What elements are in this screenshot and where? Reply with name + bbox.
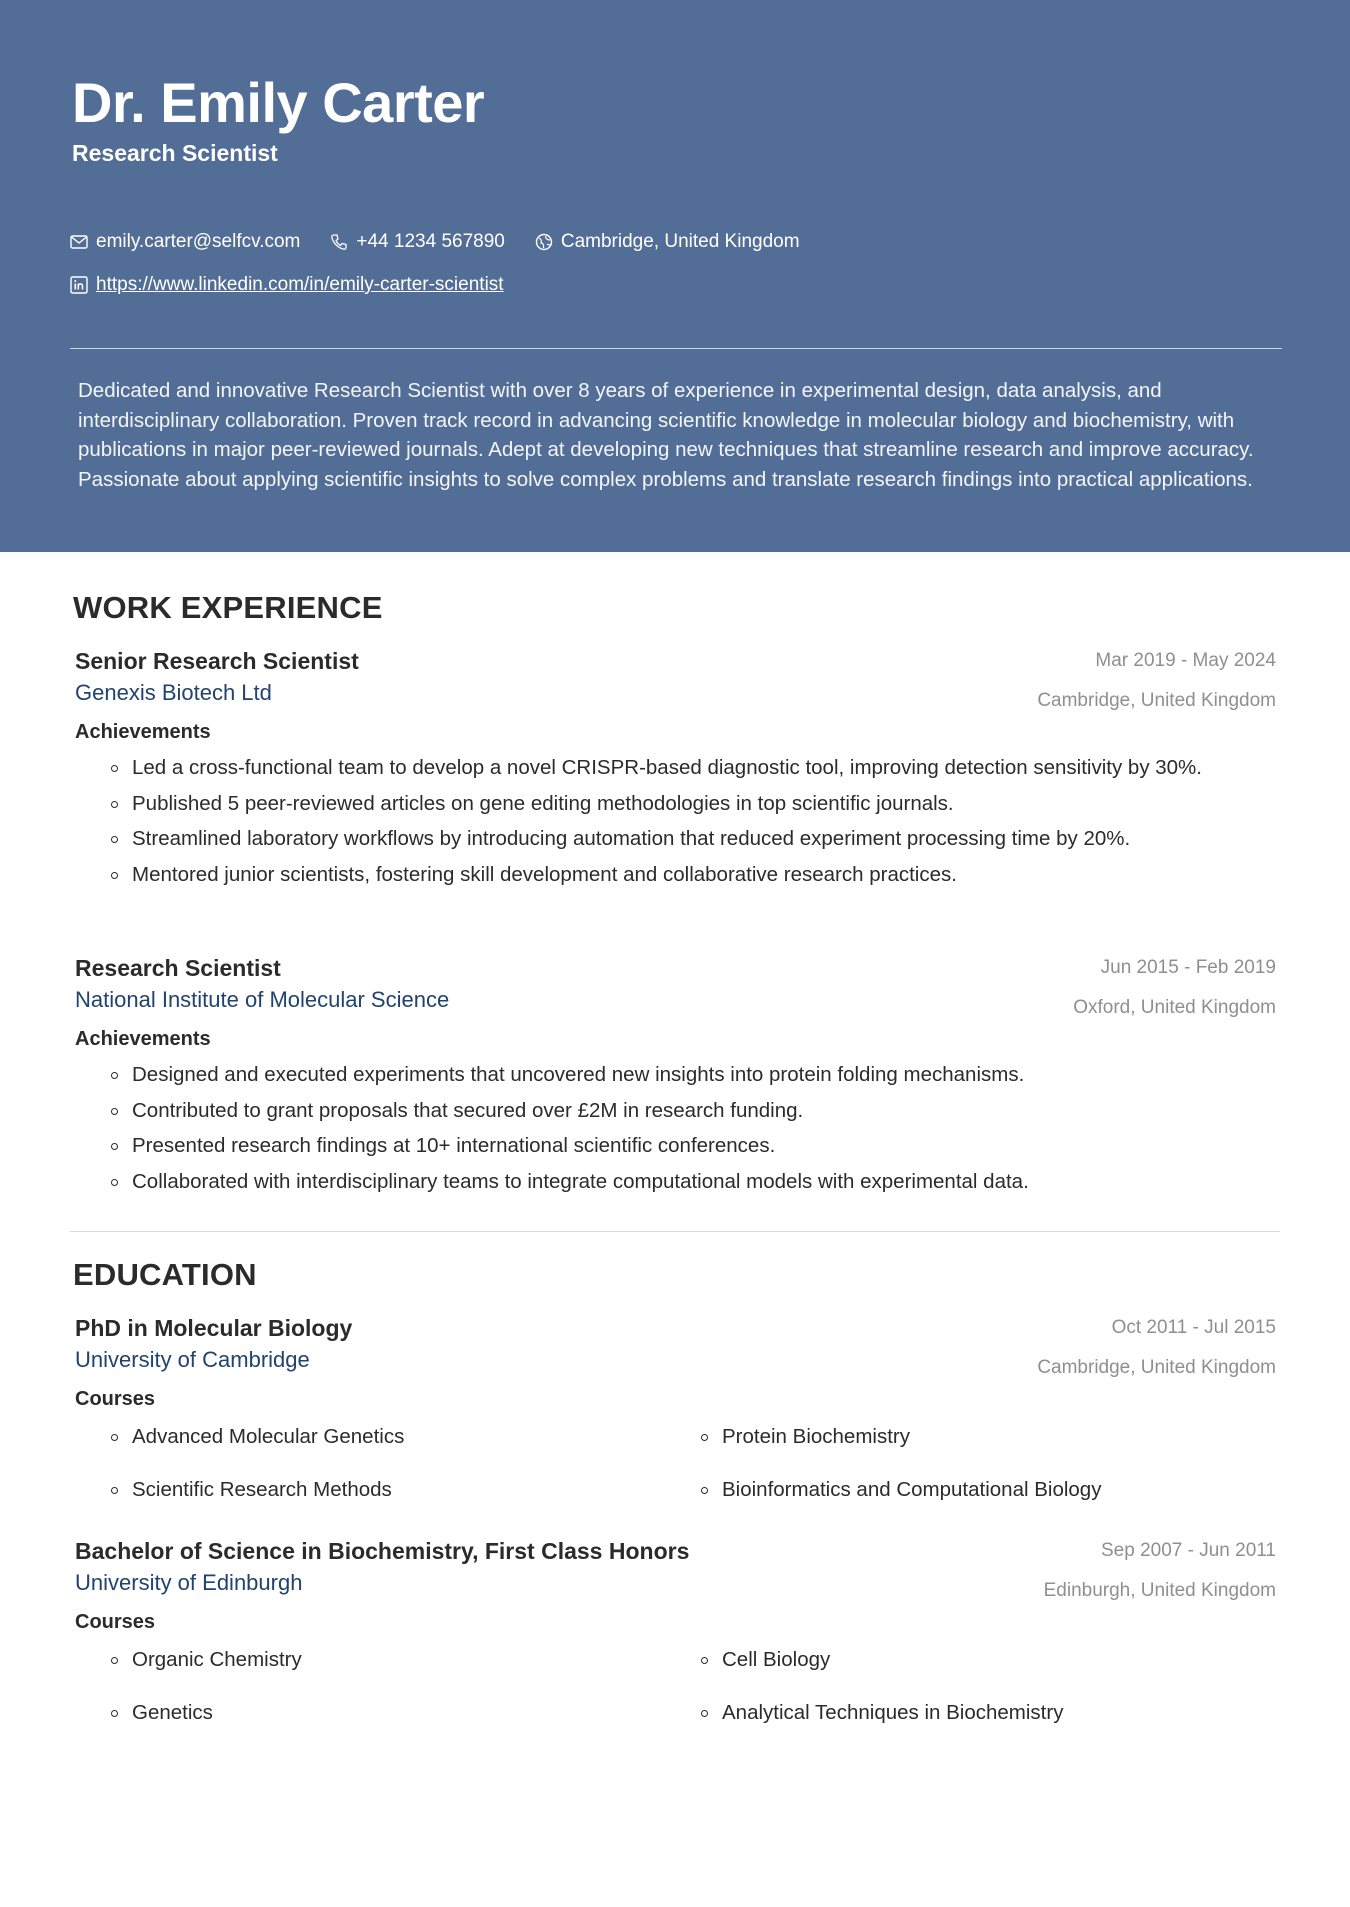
list-item: Scientific Research Methods — [111, 1475, 701, 1505]
courses-list — [111, 1422, 1276, 1505]
email-text: emily.carter@selfcv.com — [96, 231, 301, 252]
achievements-list — [111, 753, 1276, 889]
list-item: Organic Chemistry — [111, 1645, 701, 1675]
courses-heading: Courses — [75, 1611, 156, 1633]
phone-icon — [330, 233, 348, 251]
education-entry — [75, 1535, 1276, 1728]
contact-phone[interactable] — [330, 231, 504, 253]
job-dates: Mar 2019 - May 2024 — [1095, 650, 1276, 671]
section-divider — [70, 1231, 1280, 1232]
university-name: University of Edinburgh — [75, 1570, 303, 1595]
work-entry — [75, 952, 1276, 1202]
list-item: Protein Biochemistry — [701, 1422, 1291, 1452]
list-item: Presented research findings at 10+ international scientific conferences. — [111, 1131, 1276, 1161]
profile-summary: Dedicated and innovative Research Scientist with over 8 years of experience in experimental design, data analysis, and interdisciplinary collaboration. Proven track record in advancing scientific knowledge in molecular biology and biochemistry, with publications in major peer-reviewed journals. Adept at developing new techniques that streamline research and improve accuracy. Passionate about applying scientific insights to solve complex problems and translate research findings into practical applications. — [78, 379, 1254, 491]
job-title: Senior Research Scientist — [75, 648, 359, 674]
list-item: Analytical Techniques in Biochemistry — [701, 1698, 1291, 1728]
work-entry — [75, 645, 1276, 895]
contact-row — [70, 231, 830, 253]
education-entry — [75, 1312, 1276, 1505]
list-item: Collaborated with interdisciplinary teams to integrate computational models with experimental data. — [111, 1167, 1276, 1197]
list-item: Published 5 peer-reviewed articles on gene editing methodologies in top scientific journals. — [111, 789, 1276, 819]
courses-heading: Courses — [75, 1388, 156, 1410]
list-item: Contributed to grant proposals that secured over £2M in research funding. — [111, 1096, 1276, 1126]
education-heading: EDUCATION — [73, 1257, 257, 1292]
achievements-list — [111, 1060, 1276, 1196]
globe-location-icon — [535, 233, 553, 251]
degree-location: Edinburgh, United Kingdom — [1043, 1580, 1276, 1601]
list-item: Designed and executed experiments that uncovered new insights into protein folding mechanisms. — [111, 1060, 1276, 1090]
achievements-heading: Achievements — [75, 1028, 211, 1050]
location-text: Cambridge, United Kingdom — [560, 231, 800, 252]
degree-dates: Oct 2011 - Jul 2015 — [1111, 1317, 1276, 1338]
list-item: Led a cross-functional team to develop a novel CRISPR-based diagnostic tool, improving detection sensitivity by 30%. — [111, 753, 1276, 783]
list-item: Bioinformatics and Computational Biology — [701, 1475, 1291, 1505]
list-item: Streamlined laboratory workflows by introducing automation that reduced experiment processing time by 20%. — [111, 824, 1276, 854]
list-item: Mentored junior scientists, fostering skill development and collaborative research practices. — [111, 860, 1276, 890]
job-dates: Jun 2015 - Feb 2019 — [1100, 957, 1276, 978]
achievements-heading: Achievements — [75, 721, 211, 743]
degree-title: Bachelor of Science in Biochemistry, First Class Honors — [75, 1538, 690, 1564]
contact-location — [535, 231, 800, 253]
work-experience-heading: WORK EXPERIENCE — [73, 590, 383, 625]
degree-location: Cambridge, United Kingdom — [1037, 1357, 1276, 1378]
mail-icon — [70, 235, 88, 249]
linkedin-icon — [70, 276, 88, 294]
job-company: National Institute of Molecular Science — [75, 987, 450, 1012]
degree-dates: Sep 2007 - Jun 2011 — [1100, 1540, 1276, 1561]
courses-list — [111, 1645, 1276, 1728]
candidate-role: Research Scientist — [72, 140, 278, 166]
list-item: Genetics — [111, 1698, 701, 1728]
phone-text: +44 1234 567890 — [356, 231, 505, 252]
contact-email[interactable] — [70, 231, 300, 253]
resume-header — [0, 0, 1350, 552]
degree-title: PhD in Molecular Biology — [75, 1315, 353, 1341]
list-item: Advanced Molecular Genetics — [111, 1422, 701, 1452]
job-company: Genexis Biotech Ltd — [75, 680, 272, 705]
contact-linkedin — [70, 274, 504, 296]
linkedin-link[interactable]: https://www.linkedin.com/in/emily-carter-scientist — [96, 274, 504, 295]
job-location: Oxford, United Kingdom — [1073, 997, 1276, 1018]
header-divider — [70, 348, 1282, 349]
job-title: Research Scientist — [75, 955, 281, 981]
job-location: Cambridge, United Kingdom — [1037, 690, 1276, 711]
list-item: Cell Biology — [701, 1645, 1291, 1675]
university-name: University of Cambridge — [75, 1347, 310, 1372]
candidate-name: Dr. Emily Carter — [72, 71, 485, 134]
